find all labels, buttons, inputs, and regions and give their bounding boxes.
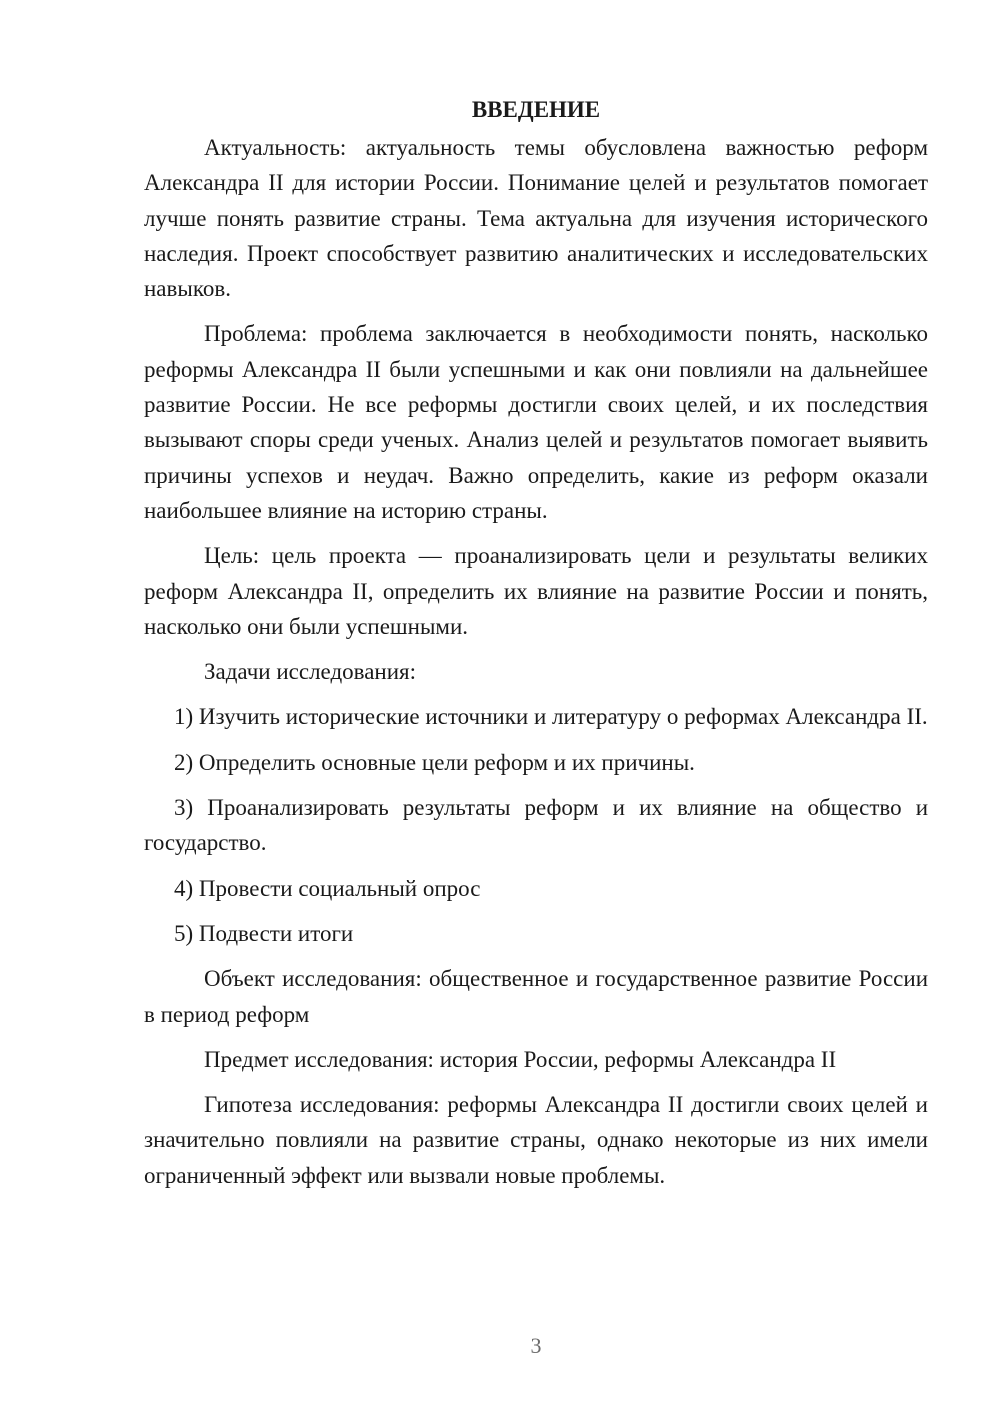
subject-paragraph: Предмет исследования: история России, реформы Александра II [204, 1046, 837, 1072]
document-body [144, 92, 928, 1203]
task-item-2: 2) Определить основные цели реформ и их причины. [174, 749, 695, 775]
task-item-4: 4) Провести социальный опрос [174, 875, 481, 901]
task-item-5: 5) Подвести итоги [174, 920, 354, 946]
goal-paragraph: Цель: цель проекта — проанализировать цели и результаты великих реформ Александра II, определить их влияние на развитие России и понять, насколько они были успешными. [144, 543, 928, 639]
task-item-3: 3) Проанализировать результаты реформ и их влияние на общество и государство. [144, 795, 928, 856]
problem-paragraph: Проблема: проблема заключается в необходимости понять, насколько реформы Александра II были успешными и как они повлияли на дальнейшее развитие России. Не все реформы достигли своих целей, и их последствия вызывают споры среди ученых. Анализ целей и результатов помогает выявить причины успехов и неудач. Важно определить, какие из реформ оказали наибольшее влияние на историю страны. [144, 321, 928, 523]
section-title: ВВЕДЕНИЕ [471, 97, 601, 122]
page-number: 3 [530, 1333, 542, 1358]
hypothesis-paragraph: Гипотеза исследования: реформы Александра II достигли своих целей и значительно повлияли на развитие страны, однако некоторые из них имели ограниченный эффект или вызвали новые проблемы. [144, 1092, 928, 1188]
task-item-1: 1) Изучить исторические источники и литературу о реформах Александра II. [174, 704, 928, 730]
tasks-heading: Задачи исследования: [204, 659, 417, 685]
object-paragraph: Объект исследования: общественное и государственное развитие России в период реформ [144, 966, 928, 1027]
relevance-paragraph: Актуальность: актуальность темы обусловлена важностью реформ Александра II для истории России. Понимание целей и результатов помогает лучше понять развитие страны. Тема актуальна для изучения исторического наследия. Проект способствует развитию аналитических и исследовательских навыков. [144, 135, 928, 302]
